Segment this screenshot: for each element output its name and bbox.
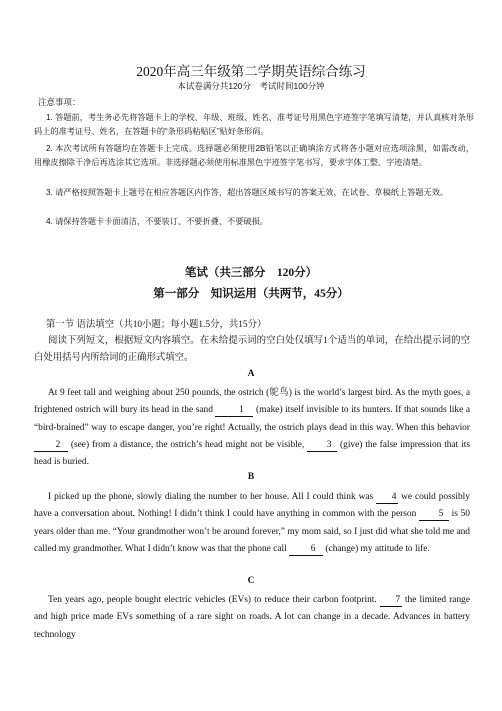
note-item-4: 4. 请保持答题卡卡面清洁，不要装订、不要折叠、不要破损。 [46, 217, 268, 226]
note-item-3: 3. 请严格按照答题卡上题号在相应答题区内作答，超出答题区域书写的答案无效，在试卷、草稿纸上答题无效。 [46, 188, 449, 197]
passage-a: At 9 feet tall and weighing about 250 pounds, the ostrich (鸵鸟) is the world’s largest bird. As the myth goes, a frightened ostrich will bury its head in the sand 1 (make) itself invisible to its hunters. If that sounds like a “bird-brained” way to escape danger, you’re right! Actually, the ostrich plays dead in this way. When this behavior 2 (see) from a distance, the ostrich’s head might not be visible, 3 (give) the false impression that its head is buried. [34, 388, 470, 468]
section1-heading: 第一节 语法填空（共10小题；每小题1.5分，共15分） [46, 320, 267, 330]
page-subtitle: 本试卷满分共120分 考试时间100分钟 [177, 81, 325, 91]
page-title: 2020年高三年级第二学期英语综合练习 [136, 64, 366, 79]
section-title: 笔试（共三部分 120分） [184, 267, 318, 279]
note-item-2: 2. 本次考试所有答题均在答题卡上完成。选择题必须使用2B铅笔以正确填涂方式将各小题对应选项涂黑，如需改动，用橡皮擦除干净后再选涂其它选项。非选择题必须使用标准黑色字迹签字笔书写，要求字体工整、字迹清楚。 [34, 144, 474, 167]
blank-4[interactable]: 4 [376, 492, 398, 504]
passage-c-letter: C [247, 576, 255, 586]
note-item-1: 1. 答题前，考生务必先将答题卡上的学校、年级、班级、姓名、准考证号用黑色字迹签字笔填写清楚，并认真核对条形码上的准考证号、姓名，在答题卡的“条形码粘贴区”贴好条形码。 [34, 113, 474, 136]
blank-5[interactable]: 5 [419, 509, 449, 521]
passage-c: Ten years ago, people bought electric vehicles (EVs) to reduce their carbon footprint. 7 the limited range and high price made EVs something of a rare sight on roads. A lot can change in a decade. Advances in battery technology [34, 595, 470, 640]
section1-instructions: 阅读下列短文，根据短文内容填空。在未给提示词的空白处仅填写1个适当的单词，在给出提示词的空白处用括号内所给词的正确形式填空。 [34, 336, 470, 364]
passage-a-letter: A [247, 369, 255, 379]
blank-7[interactable]: 7 [380, 595, 402, 607]
blank-1[interactable]: 1 [215, 405, 253, 417]
blank-3[interactable]: 3 [307, 440, 337, 452]
blank-6[interactable]: 6 [289, 544, 323, 556]
part-title: 第一部分 知识运用（共两节，45分） [153, 288, 349, 300]
blank-2[interactable]: 2 [34, 440, 68, 452]
passage-b: I picked up the phone, slowly dialing the number to her house. All I could think was 4 we could possibly have a conversation about. Nothing! I didn’t think I could have anything in common with the person 5 is 50 years older than me. “Your grandmother won’t be around forever,” my mom said, so I just did what she told me and called my grandmother. What I didn’t know was that the phone call 6 (change) my attitude to life. [34, 492, 470, 554]
passage-b-letter: B [247, 472, 255, 482]
notes-label: 注意事项： [38, 97, 81, 107]
